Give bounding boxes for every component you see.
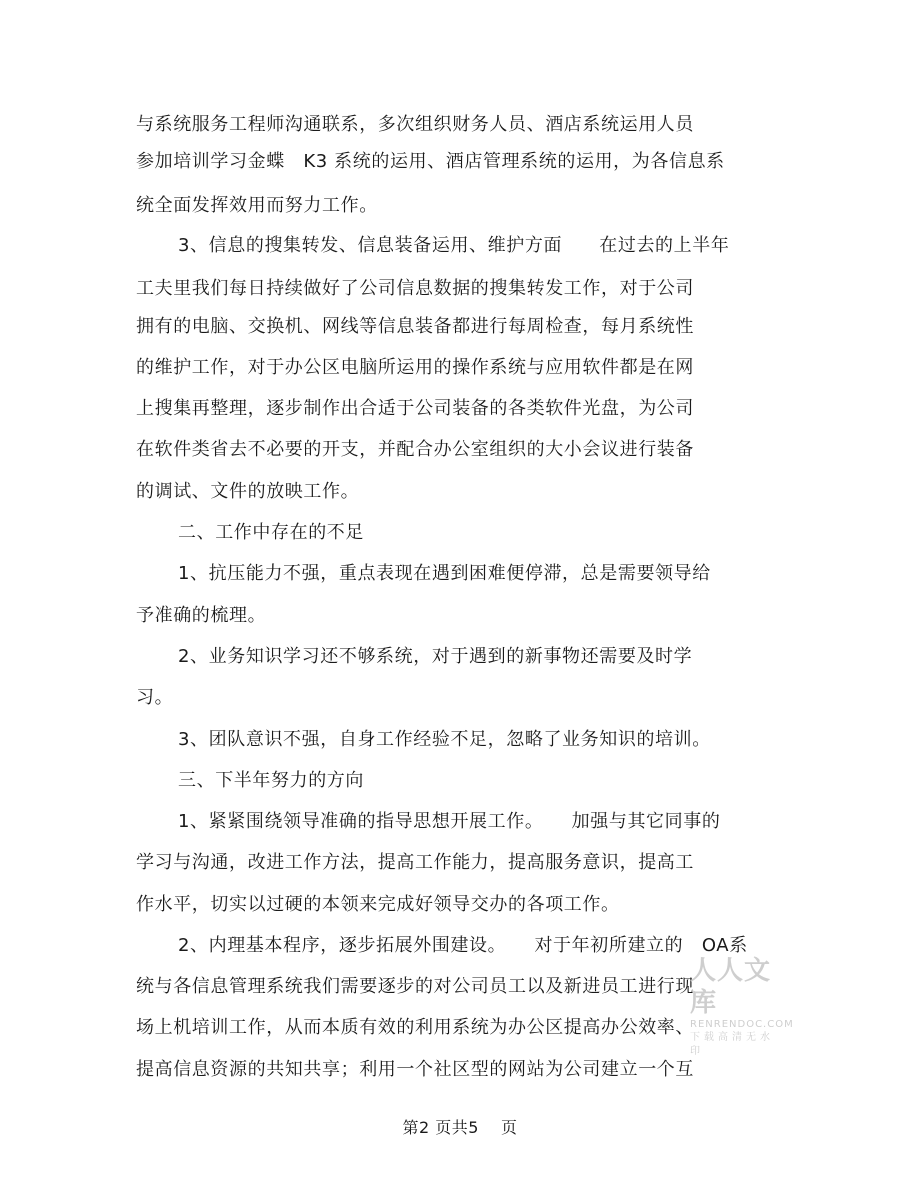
section-heading: 二、工作中存在的不足 — [178, 522, 364, 543]
body-line: 3、信息的搜集转发、信息装备运用、维护方面 在过去的上半年 — [178, 235, 730, 256]
body-line: 的调试、文件的放映工作。 — [136, 481, 360, 502]
body-line: 与系统服务工程师沟通联系，多次组织财务人员、酒店系统运用人员 — [136, 114, 694, 135]
watermark-tagline: 下载高清无水印 — [690, 1032, 774, 1057]
body-line: 习。 — [136, 687, 174, 708]
watermark-domain: RENRENDOC.COM — [690, 1019, 794, 1030]
watermark — [690, 955, 794, 1059]
body-line: 工夫里我们每日持续做好了公司信息数据的搜集转发工作，对于公司 — [136, 278, 694, 299]
body-line: 统与各信息管理系统我们需要逐步的对公司员工以及新进员工进行现 — [136, 976, 694, 997]
body-line: 1、抗压能力不强，重点表现在遇到困难便停滞，总是需要领导给 — [178, 563, 711, 584]
section-heading: 三、下半年努力的方向 — [178, 770, 364, 791]
body-line: 3、团队意识不强，自身工作经验不足，忽略了业务知识的培训。 — [178, 729, 711, 750]
body-line: 参加培训学习金蝶 K3 系统的运用、酒店管理系统的运用，为各信息系 — [136, 151, 725, 172]
body-line: 的维护工作，对于办公区电脑所运用的操作系统与应用软件都是在网 — [136, 357, 694, 378]
body-line: 拥有的电脑、交换机、网线等信息装备都进行每周检查，每月系统性 — [136, 316, 694, 337]
page-footer: 第2 页共5 页 — [402, 1118, 518, 1137]
body-line: 统全面发挥效用而努力工作。 — [136, 195, 378, 216]
watermark-title: 人人文库 — [690, 956, 772, 1018]
body-line: 1、紧紧围绕领导准确的指导思想开展工作。 加强与其它同事的 — [178, 811, 721, 832]
body-line: 予准确的梳理。 — [136, 605, 267, 626]
body-line: 上搜集再整理，逐步制作出合适于公司装备的各类软件光盘，为公司 — [136, 398, 694, 419]
body-line: 2、内理基本程序，逐步拓展外围建设。 对于年初所建立的 OA系 — [178, 935, 748, 956]
body-line: 在软件类省去不必要的开支，并配合办公室组织的大小会议进行装备 — [136, 439, 694, 460]
body-line: 2、业务知识学习还不够系统，对于遇到的新事物还需要及时学 — [178, 646, 693, 667]
body-line: 学习与沟通，改进工作方法，提高工作能力，提高服务意识，提高工 — [136, 852, 694, 873]
body-line: 提高信息资源的共知共享；利用一个社区型的网站为公司建立一个互 — [136, 1059, 694, 1080]
body-line: 场上机培训工作，从而本质有效的利用系统为办公区提高办公效率、 — [136, 1017, 694, 1038]
body-line: 作水平，切实以过硬的本领来完成好领导交办的各项工作。 — [136, 894, 620, 915]
